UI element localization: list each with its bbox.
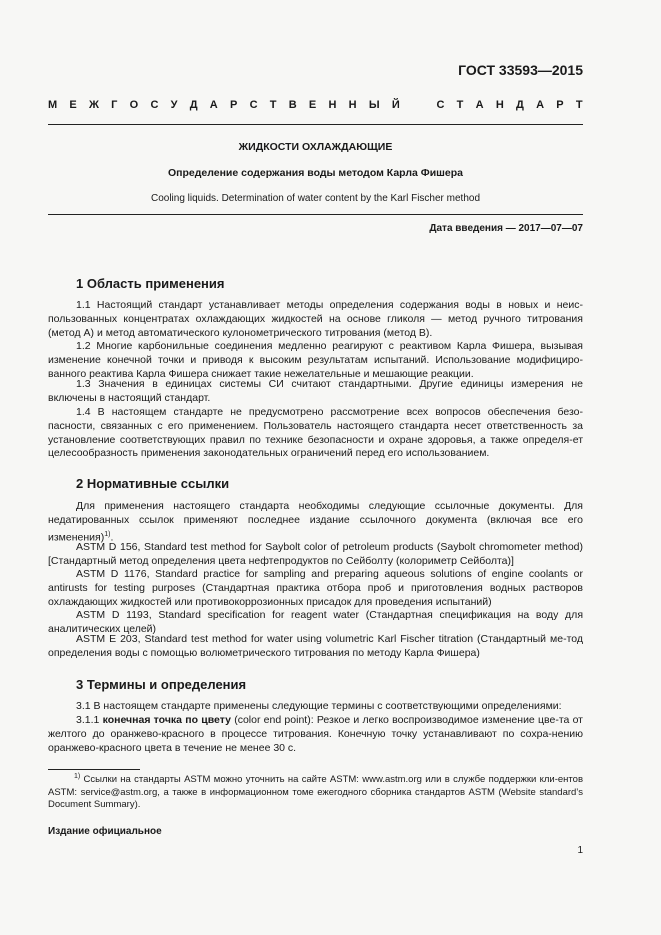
banner-letter: Г xyxy=(111,99,118,111)
banner-letter: Й xyxy=(391,99,400,111)
paragraph-3-1-1 xyxy=(48,714,583,755)
english-title: Cooling liquids. Determination of water content by the Karl Fischer method xyxy=(150,193,481,204)
banner-letter: Ж xyxy=(88,99,99,111)
banner-letter: О xyxy=(129,99,139,111)
banner-letter: А xyxy=(209,99,218,111)
reference-astm-d1193: ASTM D 1193, Standard specification for reagent water (Стандартная спецификация на воду для аналитических целей) xyxy=(48,609,583,635)
term-color-end-point: конечная точка по цвету xyxy=(102,714,231,726)
paragraph-2-intro xyxy=(48,500,583,545)
section-3-heading: 3 Термины и определения xyxy=(76,677,247,692)
reference-astm-d156: ASTM D 156, Standard test method for Saybolt color of petroleum products (Saybolt chromometer method) [Стандартный метод определения цвета нефтепродуктов по Сейболту (колориметр Сейболта)] xyxy=(48,541,583,567)
page-number: 1 xyxy=(577,845,583,856)
footnote-ref: 1) xyxy=(104,530,111,538)
paragraph-1-2: 1.2 Многие карбонильные соединения медленно реагируют с реактивом Карла Фишера, вызывая изменение конечной точки и приводя к высоким результатам испытаний. Использование модифициро-ванного реактива Карла Фишера снижает такие нежелательные и мешающие реакции. xyxy=(48,340,583,380)
footnote-text: Ссылки на стандарты ASTM можно уточнить на сайте ASTM: www.astm.org или в службе поддержки кли-ентов ASTM: service@astm.org, а также в информационном томе ежегодного сборника стандартов ASTM (Website standard’s Document Summary). xyxy=(48,774,583,811)
term-number: 3.1.1 xyxy=(76,714,103,726)
paragraph-1-4: 1.4 В настоящем стандарте не предусмотрено рассмотрение всех вопросов обеспечения безо-пасности, связанных с его применением. Пользователь настоящего стандарта несет ответственность за установление соответствующих правил по технике безопасности и охране здоровья, а также определя-ет целесообразность применения законодательных ограничений перед его использованием. xyxy=(48,406,583,460)
banner-letter: Н xyxy=(328,99,337,111)
standard-number: ГОСТ 33593—2015 xyxy=(458,62,583,78)
banner-letter: А xyxy=(536,99,545,111)
footnote-rule xyxy=(48,769,140,770)
banner-letter: В xyxy=(288,99,297,111)
paragraph-3-1: 3.1 В настоящем стандарте применены следующие термины с соответствующими определениями: xyxy=(76,700,562,712)
banner-letter: У xyxy=(170,99,178,111)
banner-letter: Ы xyxy=(368,99,380,111)
banner-letter: С xyxy=(150,99,159,111)
term-definition: (color end point): Резкое и легко воспроизводимое изменение цве-та от желтого до оранжево-красного в процессе титрования. Конечную точку устанавливают по сохра-нению оранжево-красного цвета в течение не менее 30 с. xyxy=(48,714,583,754)
paragraph-2-intro-end: . xyxy=(110,531,114,544)
banner-letter: С xyxy=(436,99,445,111)
reference-astm-d1176: ASTM D 1176, Standard practice for sampling and preparing aqueous solutions of engine coolants or antirusts for testing purposes (Стандартная практика отбора проб и приготовления водных растворов охлаждающих жидкостей или противокоррозионных присадок для проведения испытаний) xyxy=(48,568,583,608)
footnote-marker: 1) xyxy=(74,773,81,780)
document-title: ЖИДКОСТИ ОХЛАЖДАЮЩИЕ xyxy=(238,141,393,153)
introduction-date: Дата введения — 2017—07—07 xyxy=(429,223,583,234)
banner-letter: С xyxy=(249,99,258,111)
banner-letter: Н xyxy=(495,99,504,111)
paragraph-1-3: 1.3 Значения в единицах системы СИ считают стандартными. Другие единицы измерения не включены в настоящий стандарт. xyxy=(48,378,583,404)
banner-letter: Е xyxy=(69,99,77,111)
paragraph-1-1: 1.1 Настоящий стандарт устанавливает методы определения содержания воды в новых и неис-пользованных концентратах охлаждающих жидкостей на основе гликоля — метод ручного титрования (метод А) и метод автоматического кулонометрического титрования (метод В). xyxy=(48,299,583,339)
banner-letter: Р xyxy=(229,99,238,111)
interstate-standard-banner xyxy=(48,99,583,111)
banner-letter: Т xyxy=(575,99,583,111)
official-edition-label: Издание официальное xyxy=(48,826,162,837)
banner-letter: Д xyxy=(189,99,198,111)
header-rule xyxy=(48,124,583,125)
section-2-heading: 2 Нормативные ссылки xyxy=(76,476,230,491)
document-subtitle: Определение содержания воды методом Карла Фишера xyxy=(167,167,464,179)
paragraph-2-intro-text: Для применения настоящего стандарта необходимы следующие ссылочные документы. Для недатированных ссылок применяют последнее издание ссылочного документа (включая все его изменения) xyxy=(48,500,583,544)
section-1-heading: 1 Область применения xyxy=(76,276,225,291)
banner-letter: Н xyxy=(348,99,357,111)
banner-letter: Д xyxy=(516,99,524,111)
footnote xyxy=(48,771,583,812)
banner-letter: Т xyxy=(269,99,277,111)
banner-letter: Т xyxy=(456,99,464,111)
banner-letter: М xyxy=(48,99,58,111)
banner-letter: Е xyxy=(308,99,317,111)
title-rule xyxy=(48,214,583,215)
banner-letter: А xyxy=(475,99,484,111)
reference-astm-e203: ASTM E 203, Standard test method for water using volumetric Karl Fischer titration (Стандартный ме-тод определения воды с помощью волюметрического титрования по методу Карла Фишера) xyxy=(48,633,583,659)
banner-letter: Р xyxy=(556,99,564,111)
